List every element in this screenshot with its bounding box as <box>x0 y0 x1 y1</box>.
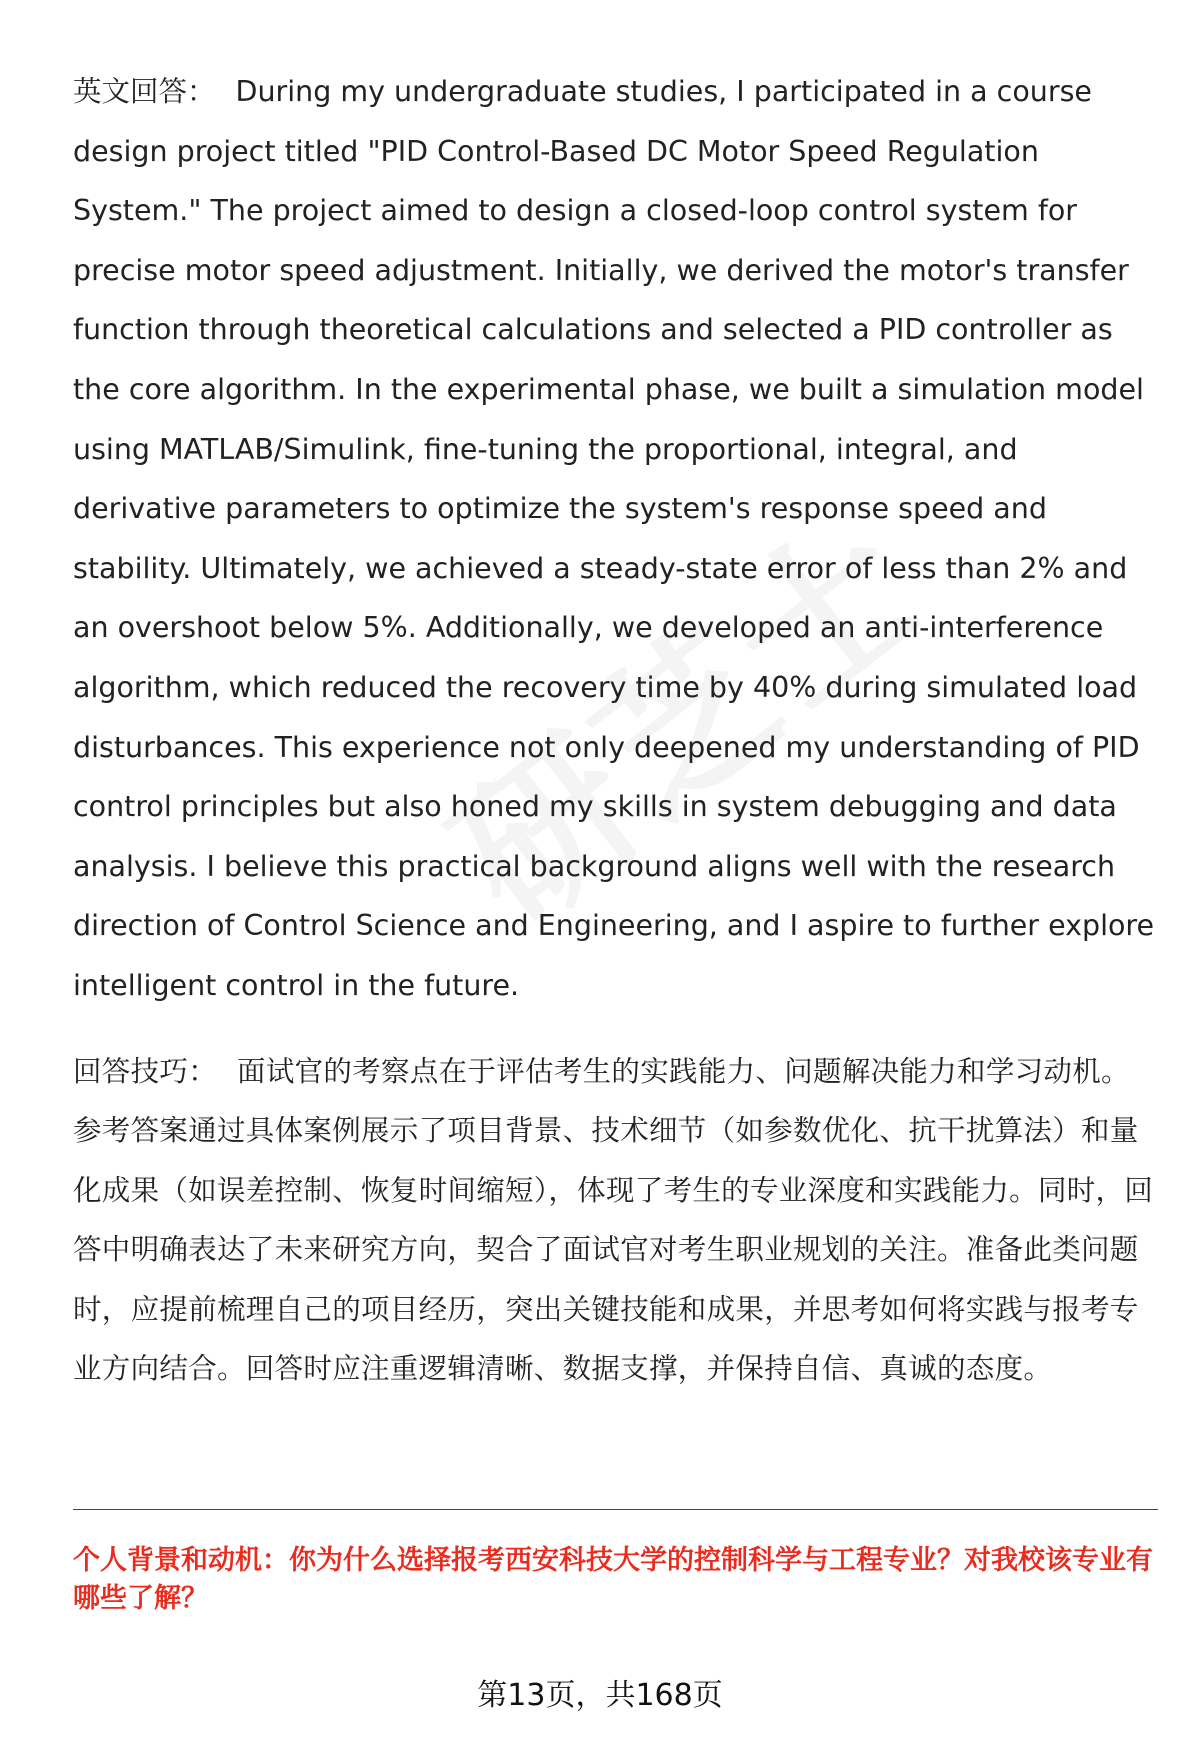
english-answer-label: 英文回答： <box>73 75 216 108</box>
answer-tips-label: 回答技巧： <box>73 1054 218 1088</box>
english-answer-paragraph <box>73 62 1158 1016</box>
next-question-heading: 个人背景和动机：你为什么选择报考西安科技大学的控制科学与工程专业？对我校该专业有哪些了解？ <box>73 1545 1153 1614</box>
section-divider <box>73 1509 1158 1510</box>
page-number: 第13页，共168页 <box>477 1678 723 1713</box>
english-answer-text: During my undergraduate studies, I participated in a course design project titled "PID Control-Based DC Motor Speed Regulation System." The project aimed to design a closed-loop control system for precise motor speed adjustment. Initially, we derived the motor's transfer function through theoretical calculations and selected a PID controller as the core algorithm. In the experimental phase, we built a simulation model using MATLAB/Simulink, fine-tuning the proportional, integral, and derivative parameters to optimize the system's response speed and stability. Ultimately, we achieved a steady-state error of less than 2% and an overshoot below 5%. Additionally, we developed an anti-interference algorithm, which reduced the recovery time by 40% during simulated load disturbances. This experience not only deepened my understanding of PID control principles but also honed my skills in system debugging and data analysis. I believe this practical background aligns well with the research direction of Control Science and Engineering, and I aspire to further explore intelligent control in the future. <box>73 75 1155 1002</box>
answer-tips-paragraph <box>73 1042 1158 1400</box>
answer-tips-text: 面试官的考察点在于评估考生的实践能力、问题解决能力和学习动机。参考答案通过具体案例展示了项目背景、技术细节（如参数优化、抗干扰算法）和量化成果（如误差控制、恢复时间缩短），体现了考生的专业深度和实践能力。同时，回答中明确表达了未来研究方向，契合了面试官对考生职业规划的关注。准备此类问题时，应提前梳理自己的项目经历，突出关键技能和成果，并思考如何将实践与报考专业方向结合。回答时应注重逻辑清晰、数据支撑，并保持自信、真诚的态度。 <box>73 1054 1154 1386</box>
page-content <box>73 62 1158 1399</box>
